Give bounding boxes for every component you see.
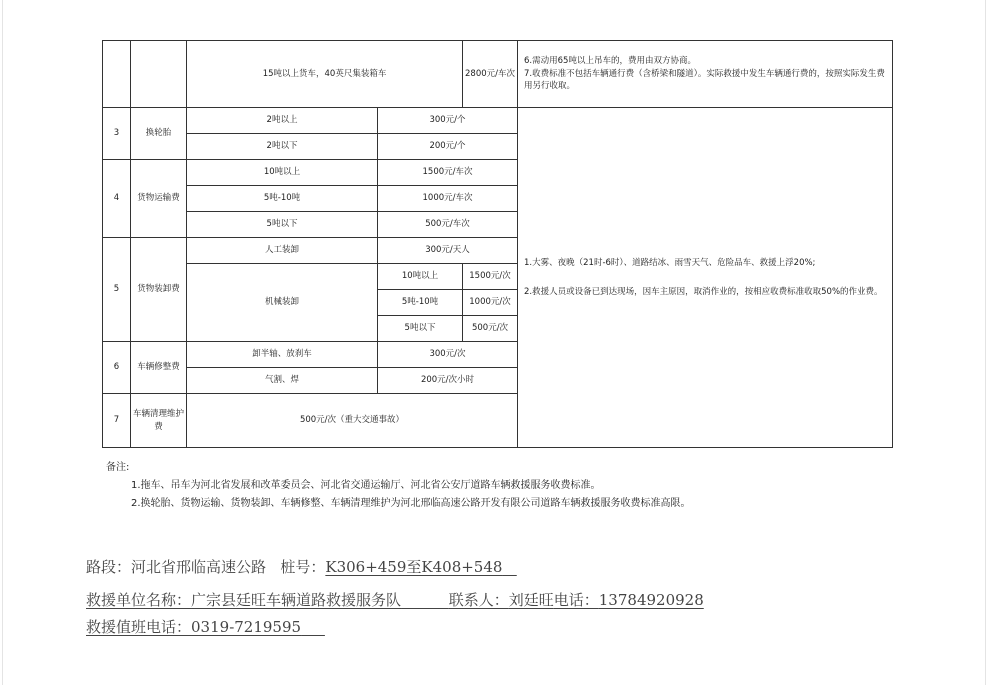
- no-cell: [103, 41, 131, 108]
- item-cell: 气割、焊: [187, 368, 378, 394]
- price-cell: 1500元/次: [463, 264, 518, 290]
- duty-label: 救援值班电话：: [86, 618, 192, 636]
- no-cell: 4: [103, 160, 131, 238]
- item-cell: 15吨以上货车，40英尺集装箱车: [187, 41, 463, 108]
- item-cell: 机械装卸: [187, 264, 378, 342]
- tier-cell: 10吨以上: [378, 264, 463, 290]
- no-cell: 6: [103, 342, 131, 394]
- road-label: 路段：: [86, 558, 132, 576]
- item-cell: 2吨以下: [187, 134, 378, 160]
- unit-label: 救援单位名称：: [86, 591, 192, 609]
- item-cell: 卸半轴、放刹车: [187, 342, 378, 368]
- stake-label: 桩号：: [280, 558, 326, 576]
- no-cell: 3: [103, 108, 131, 160]
- contact-value: 刘廷旺: [508, 591, 554, 609]
- tier-cell: 5吨以下: [378, 316, 463, 342]
- stake-value: K306+459至K408+548: [325, 558, 503, 576]
- item-cell: 人工装卸: [187, 238, 378, 264]
- price-cell: 500元/次: [463, 316, 518, 342]
- price-cell: 300元/天人: [378, 238, 518, 264]
- remark-item: 1.拖车、吊车为河北省发展和改革委员会、河北省交通运输厅、河北省公安厅道路车辆救援服务收费标准。: [131, 480, 601, 491]
- name-cell: 车辆修整费: [131, 342, 187, 394]
- side-note: 1.大雾、夜晚（21时-6时）、道路结冰、雨雪天气、危险品车、救援上浮20%;: [524, 257, 816, 268]
- price-cell: 1000元/车次: [378, 186, 518, 212]
- duty-line: [86, 616, 325, 637]
- name-cell: 货物运输费: [131, 160, 187, 238]
- unit-value: 广宗县廷旺车辆道路救援服务队: [191, 591, 402, 609]
- road-value: 河北省邢临高速公路: [131, 558, 267, 576]
- no-cell: 7: [103, 394, 131, 448]
- phone-value: 13784920928: [598, 591, 704, 609]
- price-cell: 1500元/车次: [378, 160, 518, 186]
- road-line: [86, 556, 517, 577]
- price-cell: 2800元/车次: [463, 41, 518, 108]
- remarks: [106, 459, 691, 513]
- tier-cell: 5吨-10吨: [378, 290, 463, 316]
- price-cell: 300元/个: [378, 108, 518, 134]
- unit-line: [86, 589, 704, 610]
- fee-table: [102, 40, 893, 448]
- note-line: 7.收费标准不包括车辆通行费（含桥梁和隧道）。实际救援中发生车辆通行费的，按照实际发生费用另行收取。: [524, 68, 885, 92]
- item-cell: 5吨以下: [187, 212, 378, 238]
- side-note: 2.救援人员或设备已到达现场，因车主原因，取消作业的，按相应收费标准收取50%的作业费。: [524, 286, 883, 297]
- phone-label: 电话：: [553, 591, 599, 609]
- note-line: 6.需动用65吨以上吊车的，费用由双方协商。: [524, 55, 696, 66]
- item-cell: 5吨-10吨: [187, 186, 378, 212]
- remarks-title: 备注:: [106, 462, 130, 473]
- contact-label: 联系人：: [448, 591, 509, 609]
- item-cell: 2吨以上: [187, 108, 378, 134]
- price-cell: 500元/次（重大交通事故）: [187, 394, 518, 448]
- name-cell: 货物装卸费: [131, 238, 187, 342]
- note-cell: [518, 41, 893, 108]
- price-cell: 200元/个: [378, 134, 518, 160]
- name-cell: 换轮胎: [131, 108, 187, 160]
- name-cell: [131, 41, 187, 108]
- price-cell: 300元/次: [378, 342, 518, 368]
- duty-value: 0319-7219595: [191, 618, 302, 636]
- no-cell: 5: [103, 238, 131, 342]
- price-cell: 500元/车次: [378, 212, 518, 238]
- remark-item: 2.换轮胎、货物运输、货物装卸、车辆修整、车辆清理维护为河北邢临高速公路开发有限公司道路车辆救援服务收费标准高限。: [131, 498, 691, 509]
- price-cell: 200元/次小时: [378, 368, 518, 394]
- name-cell: 车辆清理维护费: [131, 394, 187, 448]
- item-cell: 10吨以上: [187, 160, 378, 186]
- side-notes-cell: [518, 108, 893, 448]
- price-cell: 1000元/次: [463, 290, 518, 316]
